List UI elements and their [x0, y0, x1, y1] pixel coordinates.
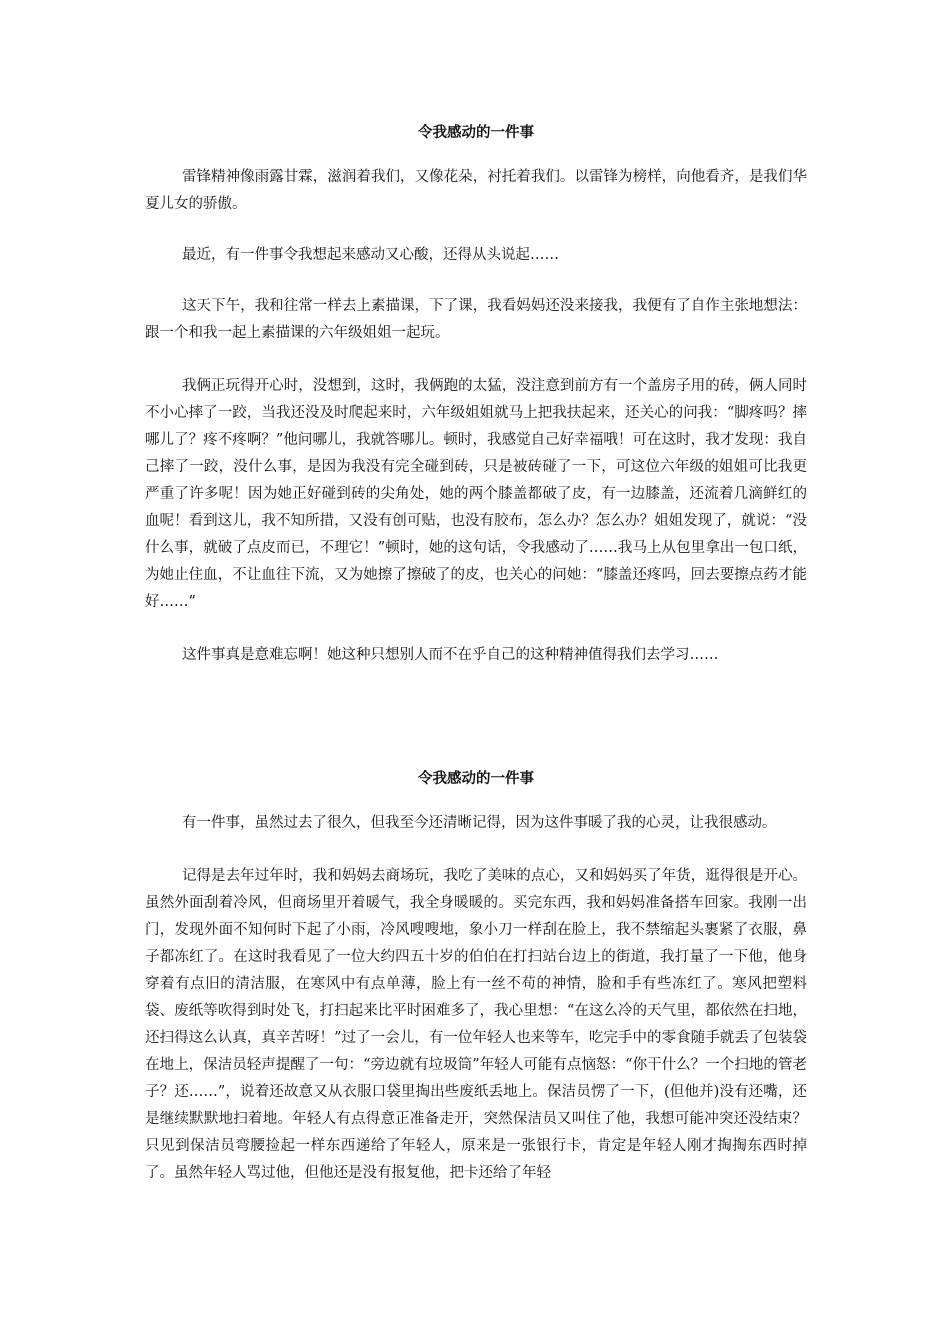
essay-title: 令我感动的一件事 [418, 770, 534, 787]
essay-title: 令我感动的一件事 [418, 124, 534, 141]
essay-1 [145, 120, 807, 695]
essay-paragraph: 记得是去年过年时，我和妈妈去商场玩，我吃了美味的点心，又和妈妈买了年货，逛得很是开心。虽然外面刮着冷风，但商场里开着暖气，我全身暖暖的。买完东西，我和妈妈准备搭车回家。我刚一出门，发现外面不知何时下起了小雨，冷风嗖嗖地，象小刀一样刮在脸上，我不禁缩起头裹紧了衣服，鼻子都冻红了。在这时我看见了一位大约四五十岁的伯伯在打扫站台边上的街道，我打量了一下他，他身穿着有点旧的清洁服，在寒风中有点单薄，脸上有一丝不苟的神情，脸和手有些冻红了。寒风把塑料袋、废纸等吹得到时处飞，打扫起来比平时困难多了，我心里想：“在这么冷的天气里，都依然在扫地，还扫得这么认真，真辛苦呀！”过了一会儿，有一位年轻人也来等车，吃完手中的零食随手就丢了包装袋在地上，保洁员轻声提醒了一句：“旁边就有垃圾筒”年轻人可能有点恼怒：“你干什么？一个扫地的管老子？还……”，说着还故意又从衣服口袋里掏出些废纸丢地上。保洁员愣了一下，(但他并)没有还嘴，还是继续默默地扫着地。年轻人有点得意正准备走开，突然保洁员又叫住了他，我想可能冲突还没结束？只见到保洁员弯腰捡起一样东西递给了年轻人，原来是一张银行卡，肯定是年轻人刚才掏掏东西时掉了。虽然年轻人骂过他，但他还是没有报复他，把卡还给了年轻 [145, 868, 807, 1181]
essay-2 [145, 766, 807, 1213]
essay-paragraph: 这件事真是意难忘啊！她这种只想别人而不在乎自己的这种精神值得我们去学习…… [181, 647, 719, 663]
essay-paragraph: 我俩正玩得开心时，没想到，这时，我俩跑的太猛，没注意到前方有一个盖房子用的砖，俩人同时不小心摔了一跤，当我还没及时爬起来时，六年级姐姐就马上把我扶起来，还关心的问我：“脚疼吗？摔哪儿了？疼不疼啊？”他问哪儿，我就答哪儿。顿时，我感觉自己好幸福哦！可在这时，我才发现：我自己摔了一跤，没什么事，是因为我没有完全碰到砖，只是被砖碰了一下，可这位六年级的姐姐可比我更严重了许多呢！因为她正好碰到砖的尖角处，她的两个膝盖都破了皮，有一边膝盖，还流着几滴鲜红的血呢！看到这儿，我不知所措，又没有创可贴，也没有胶布，怎么办？怎么办？姐姐发现了，就说：“没什么事，就破了点皮而已，不理它！”顿时，她的这句话，令我感动了……我马上从包里拿出一包口纸，为她止住血，不让血往下流，又为她擦了擦破了的皮，也关心的问她：“膝盖还疼吗，回去要擦点药才能好……” [145, 378, 807, 610]
essay-paragraph: 雷锋精神像雨露甘霖，滋润着我们，又像花朵，衬托着我们。以雷锋为榜样，向他看齐，是我们华夏儿女的骄傲。 [145, 169, 807, 212]
essay-paragraph: 有一件事，虽然过去了很久，但我至今还清晰记得，因为这件事暖了我的心灵，让我很感动。 [181, 815, 777, 831]
essay-paragraph: 最近，有一件事令我想起来感动又心酸，还得从头说起…… [181, 247, 559, 263]
essay-paragraph: 这天下午，我和往常一样去上素描课，下了课，我看妈妈还没来接我，我便有了自作主张地想法：跟一个和我一起上素描课的六年级姐姐一起玩。 [145, 298, 807, 341]
